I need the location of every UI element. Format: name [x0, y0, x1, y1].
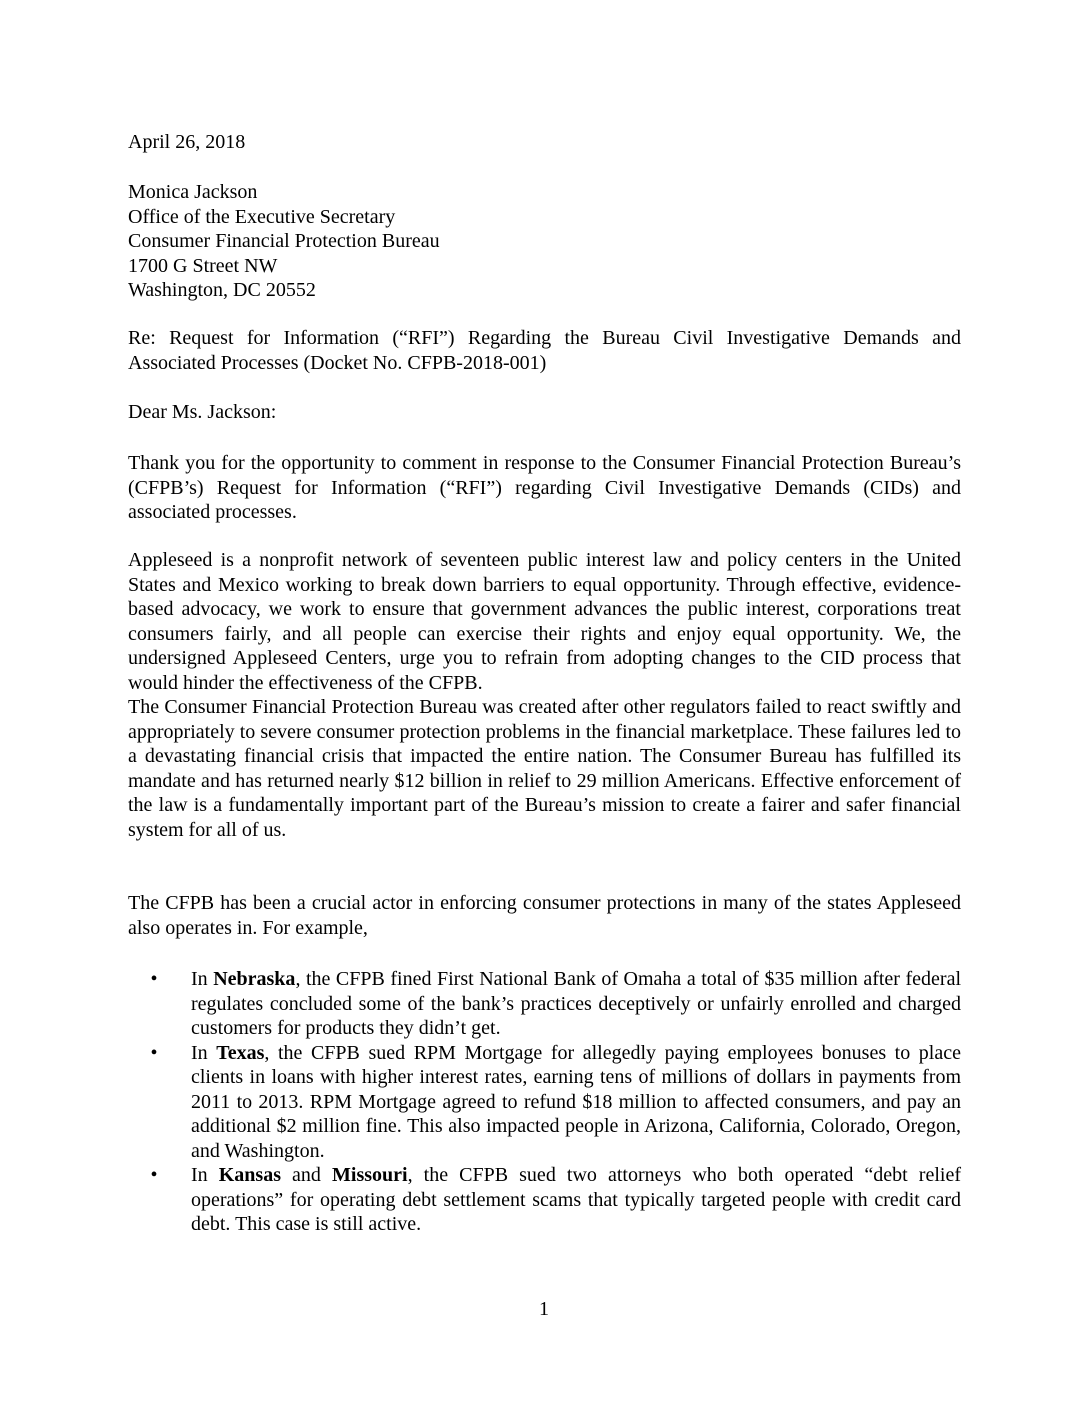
body-paragraph-appleseed: Appleseed is a nonprofit network of seventeen public interest law and policy centers in the United States and Mexico working to break down barriers to equal opportunity. Through effective, evidence-based advocacy, we work to ensure that government advances the public interest, corporations treat consumers fairly, and all people can exercise their rights and enjoy equal opportunity. We, the undersigned Appleseed Centers, urge you to refrain from adopting changes to the CID process that would hinder the effectiveness of the CFPB. — [128, 549, 961, 694]
bullet-icon: • — [150, 968, 158, 990]
address-line-organization: Consumer Financial Protection Bureau — [128, 230, 440, 252]
list-item-text: , the CFPB sued RPM Mortgage for allegedly paying employees bonuses to place clients in loans with higher interest rates, earning tens of millions of dollars in payments from 2011 to 2013. RPM Mortgage agreed to refund $18 million to affected consumers, and pay an additional $2 million fine. This also impacted people in Arizona, California, Colorado, Oregon, and Washington. — [191, 1041, 961, 1162]
address-line-office: Office of the Executive Secretary — [128, 205, 396, 228]
state-name: Missouri — [332, 1164, 408, 1186]
list-item — [128, 1163, 961, 1237]
state-name: Texas — [216, 1041, 265, 1064]
subject-line: Re: Request for Information (“RFI”) Regarding the Bureau Civil Investigative Demands and Associated Processes (Docket No. CFPB-2018-001) — [128, 327, 961, 374]
list-item-prefix: In — [191, 968, 214, 990]
body-paragraph-cfpb-history: The Consumer Financial Protection Bureau was created after other regulators failed to react swiftly and appropriately to severe consumer protection problems in the financial marketplace. These failures led to a devastating financial crisis that impacted the entire nation. The Consumer Bureau has fulfilled its mandate and has returned nearly $12 billion in relief to 29 million Americans. Effective enforcement of the law is a fundamentally important part of the Bureau’s mission to create a fairer and safer financial system for all of us. — [128, 696, 961, 841]
address-line-street: 1700 G Street NW — [128, 254, 278, 277]
body-paragraph-intro: Thank you for the opportunity to comment in response to the Consumer Financial Protection Bureau’s (CFPB’s) Request for Information (“RFI”) regarding Civil Investigative Demands (CIDs) and associated processes. — [128, 452, 961, 523]
list-item-text: , the CFPB fined First National Bank of Omaha a total of $35 million after federal regulates concluded some of the bank’s practices deceptively or unfairly enrolled and charged customers for products they didn’t get. — [191, 968, 961, 1039]
list-item-prefix: In — [191, 1164, 219, 1186]
salutation: Dear Ms. Jackson: — [128, 401, 277, 423]
address-line-city: Washington, DC 20552 — [128, 279, 316, 301]
page-number: 1 — [539, 1298, 549, 1320]
address-line-name: Monica Jackson — [128, 181, 258, 203]
bullet-icon: • — [150, 1164, 158, 1186]
recipient-address — [128, 180, 961, 303]
bullet-icon: • — [150, 1041, 158, 1064]
state-name: Kansas — [218, 1164, 281, 1186]
list-item-prefix: In — [191, 1041, 217, 1064]
list-item — [128, 967, 961, 1041]
letter-date: April 26, 2018 — [128, 131, 246, 153]
state-name: Nebraska — [213, 968, 296, 990]
list-item-conjunction: and — [280, 1164, 333, 1186]
examples-list — [128, 967, 961, 1237]
list-item — [128, 1041, 961, 1164]
list-item-text: , the CFPB sued two attorneys who both operated “debt relief operations” for operating debt settlement scams that typically targeted people with credit card debt. This case is still active. — [191, 1164, 961, 1235]
body-paragraph-examples: The CFPB has been a crucial actor in enforcing consumer protections in many of the states Appleseed also operates in. For example, — [128, 892, 961, 939]
